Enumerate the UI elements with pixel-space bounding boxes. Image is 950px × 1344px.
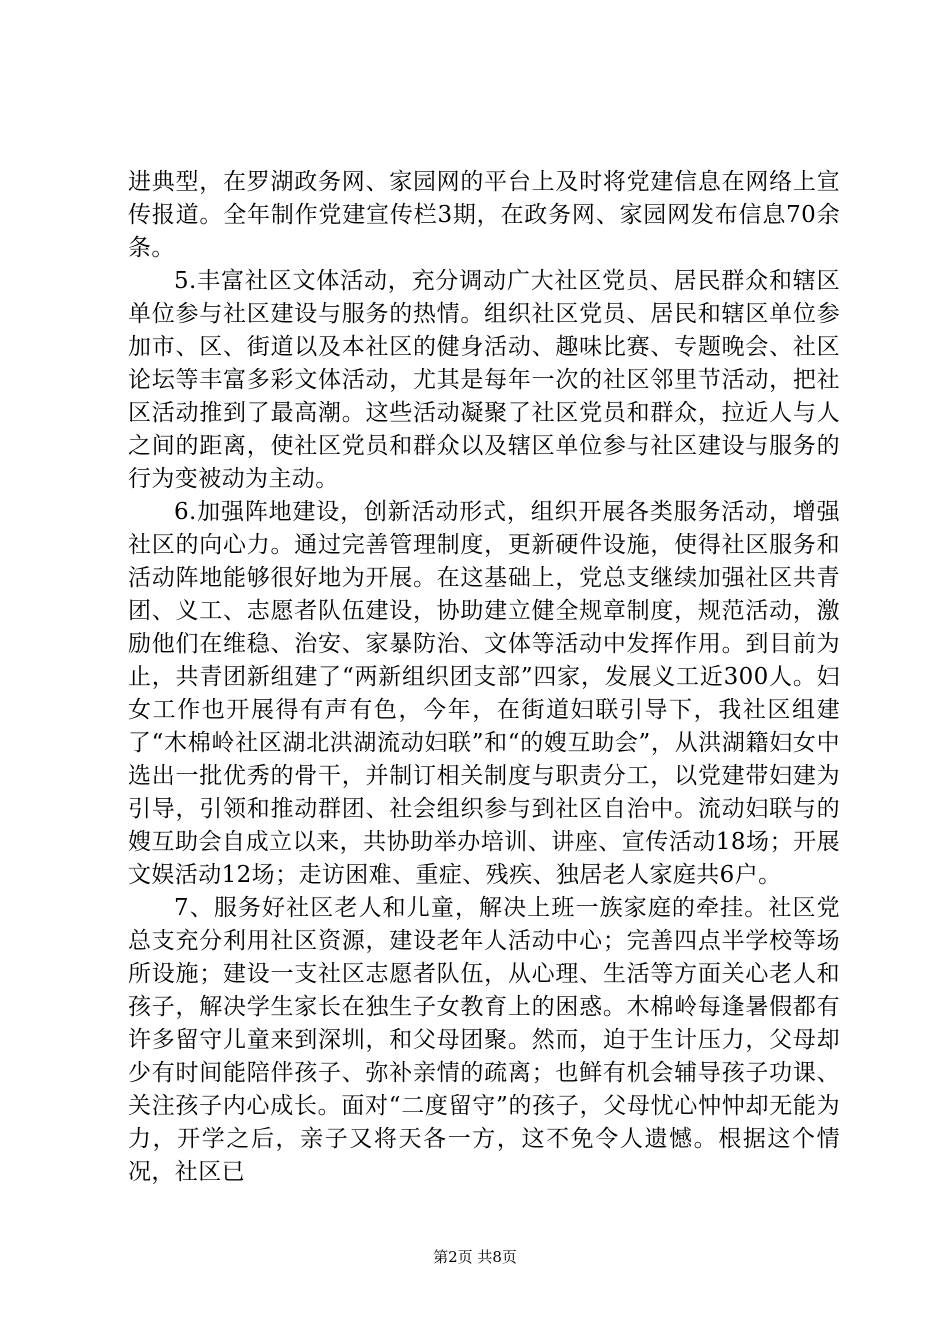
document-body bbox=[128, 166, 840, 1189]
page-number-label: 第2页 共8页 bbox=[433, 1248, 517, 1266]
paragraph-item-7: 7、服务好社区老人和儿童，解决上班一族家庭的牵挂。社区党总支充分利用社区资源，建设老年人活动中心；完善四点半学校等场所设施；建设一支社区志愿者队伍，从心理、生活等方面关心老人和孩子，解决学生家长在独生子女教育上的困惑。木棉岭每逢暑假都有许多留守儿童来到深圳，和父母团聚。然而，迫于生计压力，父母却少有时间能陪伴孩子、弥补亲情的疏离；也鲜有机会辅导孩子功课、关注孩子内心成长。面对“二度留守”的孩子，父母忧心忡忡却无能为力，开学之后，亲子又将天各一方，这不免令人遗憾。根据这个情况，社区已 bbox=[128, 895, 840, 1185]
paragraph-item-5: 5.丰富社区文体活动，充分调动广大社区党员、居民群众和辖区单位参与社区建设与服务的热情。组织社区党员、居民和辖区单位参加市、区、街道以及本社区的健身活动、趣味比赛、专题晚会、社区论坛等丰富多彩文体活动，尤其是每年一次的社区邻里节活动，把社区活动推到了最高潮。这些活动凝聚了社区党员和群众，拉近人与人之间的距离，使社区党员和群众以及辖区单位参与社区建设与服务的行为变被动为主动。 bbox=[128, 268, 840, 492]
page-footer bbox=[0, 1247, 950, 1267]
paragraph-continuation: 进典型，在罗湖政务网、家园网的平台上及时将党建信息在网络上宣传报道。全年制作党建宣传栏3期，在政务网、家园网发布信息70余条。 bbox=[128, 169, 840, 261]
paragraph-item-6: 6.加强阵地建设，创新活动形式，组织开展各类服务活动，增强社区的向心力。通过完善管理制度，更新硬件设施，使得社区服务和活动阵地能够很好地为开展。在这基础上，党总支继续加强社区共青团、义工、志愿者队伍建设，协助建立健全规章制度，规范活动，激励他们在维稳、治安、家暴防治、文体等活动中发挥作用。到目前为止，共青团新组建了“两新组织团支部”四家，发展义工近300人。妇女工作也开展得有声有色，今年，在街道妇联引导下，我社区组建了“木棉岭社区湖北洪湖流动妇联”和“的嫂互助会”，从洪湖籍妇女中选出一批优秀的骨干，并制订相关制度与职责分工，以党建带妇建为引导，引领和推动群团、社会组织参与到社区自治中。流动妇联与的嫂互助会自成立以来，共协助举办培训、讲座、宣传活动18场；开展文娱活动12场；走访困难、重症、残疾、独居老人家庭共6户。 bbox=[128, 499, 840, 888]
